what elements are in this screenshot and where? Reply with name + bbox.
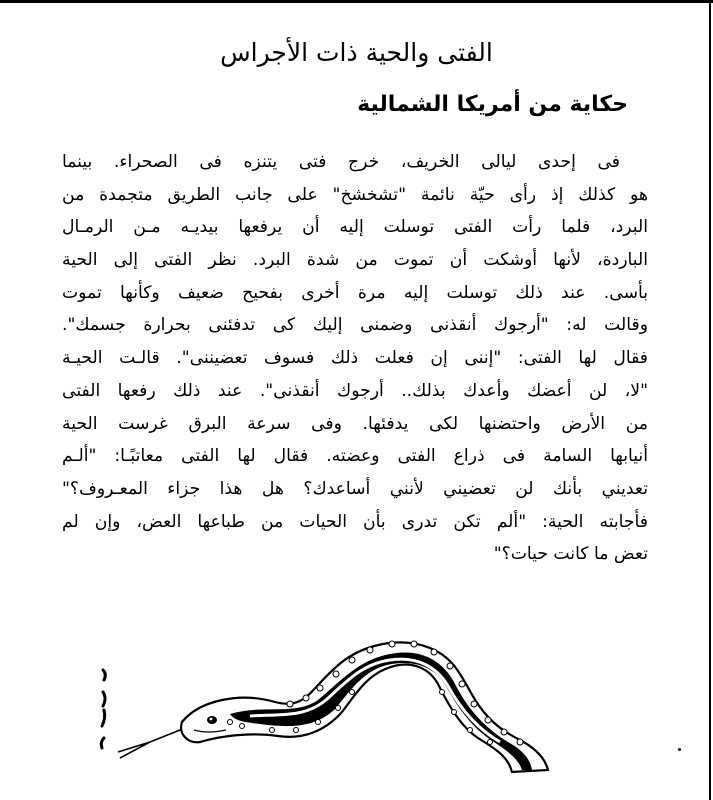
story-line: بأسى. عند ذلك توسلت إليه مرة أخرى بفحيح ضعيف وكأنها تموت (62, 282, 648, 303)
story-body (62, 146, 648, 571)
story-line: فأجابته الحية: "ألم تكن تدرى بأن الحيات من طباعها العض، وإن لم (62, 511, 648, 532)
page-speck (678, 748, 681, 751)
story-line: من الأرض واحتضنها لكى يدفئها. وفى سرعة البرق غرست الحية (62, 413, 648, 434)
story-line: فى إحدى ليالى الخريف، خرج فتى يتنزه فى الصحراء. بينما (62, 152, 620, 172)
story-line: البرد، فلما رأت الفتى توسلت إليه أن يرفعها بيديـه مـن الرمـال (62, 217, 648, 238)
story-line: وقالت له: "أرجوك أنقذنى وضمنى إليك كى تدفئنى بحرارة جسمك". (62, 315, 648, 336)
story-line: هو كذلك إذ رأى حيّة نائمة "تشخشخ" على جانب الطريق متجمدة من (62, 184, 648, 205)
story-line: تعض ما كانت حيات؟" (493, 544, 648, 565)
snake-tongue-icon (118, 728, 185, 758)
story-title: الفتى والحية ذات الأجراس (220, 38, 493, 67)
story-line: فقال لها الفتى: "إننى إن فعلت ذلك فسوف تعضيننى". قالـت الحيـة (62, 348, 648, 369)
snake-eye-icon (207, 716, 217, 724)
story-line: "لا، لن أعضك وأعدك بذلك.. أرجوك أنقذنى". عند ذلك رفعها الفتى (62, 380, 648, 401)
story-subtitle: حكاية من أمريكا الشمالية (357, 92, 628, 117)
story-line: أنيابها السامة فى ذراع الفتى وعضته. فقال لها الفتى معاتبًـا: "ألـم (62, 446, 648, 467)
rattle-mark-icon (101, 670, 105, 748)
story-line: تعديني بأنك لن تعضيني لأنني أساعدك؟ هل هذا جزاء المعـروف؟" (62, 478, 648, 499)
rattlesnake-illustration-icon (90, 630, 560, 775)
snake-body-icon (181, 642, 548, 772)
story-line: الباردة، لأنها أوشكت أن تموت من شدة البرد. نظر الفتى إلى الحية (62, 250, 648, 271)
